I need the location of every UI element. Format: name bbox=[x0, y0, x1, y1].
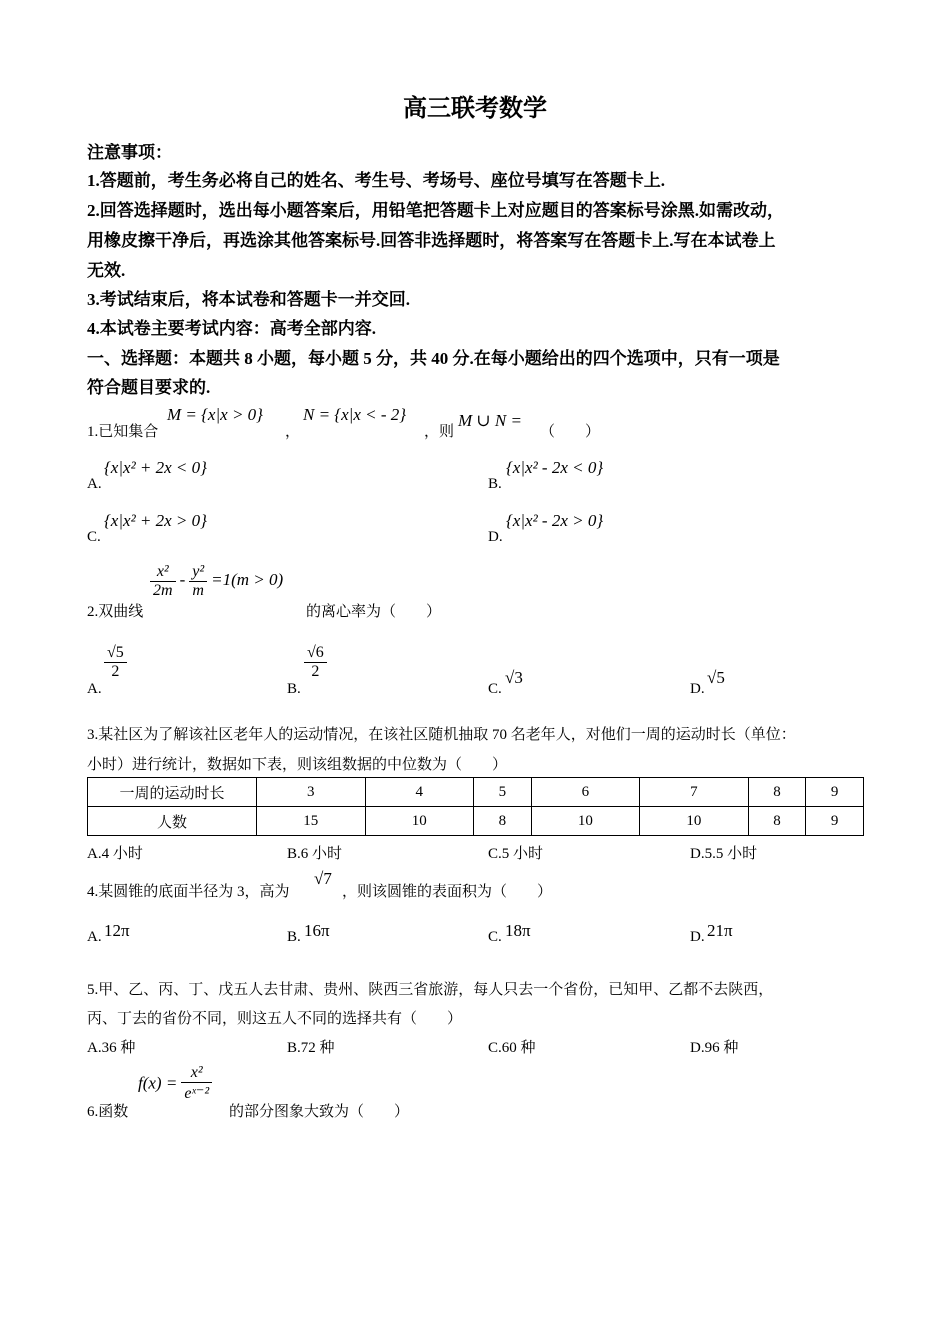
table-cell: 人数 bbox=[88, 807, 257, 836]
q4-option-c: 18π bbox=[505, 921, 531, 940]
q3-line-b: 小时）进行统计，数据如下表，则该组数据的中位数为（ ） bbox=[87, 757, 508, 773]
q1-union: M ∪ N = bbox=[458, 411, 522, 430]
q5-option-c: C.60 种 bbox=[488, 1040, 536, 1056]
table-cell: 5 bbox=[474, 778, 532, 807]
q4-option-c-label: C. bbox=[488, 929, 502, 945]
q2-option-b bbox=[304, 644, 327, 681]
q1-option-c-label: C. bbox=[87, 529, 101, 545]
q4-option-a: 12π bbox=[104, 921, 130, 940]
q3-option-a: A.4 小时 bbox=[87, 846, 143, 862]
q2-hyperbola-equation bbox=[150, 563, 283, 600]
q2-den2: m bbox=[192, 582, 204, 599]
q3-option-d: D.5.5 小时 bbox=[690, 846, 758, 862]
q6-suffix: 的部分图象大致为（ ） bbox=[229, 1104, 410, 1120]
q3-option-b: B.6 小时 bbox=[287, 846, 343, 862]
q1-prefix: 1.已知集合 bbox=[87, 424, 159, 440]
q4-option-d: 21π bbox=[707, 921, 733, 940]
q1-option-b-label: B. bbox=[488, 476, 502, 492]
q1-option-c: {x|x² + 2x > 0} bbox=[104, 511, 207, 530]
table-cell: 8 bbox=[474, 807, 532, 836]
q2-num1: x² bbox=[150, 563, 176, 582]
q2-rhs: =1(m > 0) bbox=[211, 570, 284, 590]
q4-suffix: ，则该圆锥的表面积为（ ） bbox=[342, 884, 553, 900]
notice-line-2a: 2.回答选择题时，选出每小题答案后，用铅笔把答题卡上对应题目的答案标号涂黑.如需改动， bbox=[87, 201, 784, 220]
table-cell: 4 bbox=[365, 778, 474, 807]
q6-prefix: 6.函数 bbox=[87, 1104, 129, 1120]
table-row bbox=[88, 807, 864, 836]
q2-option-c: √3 bbox=[505, 668, 523, 687]
q2-option-a bbox=[104, 644, 127, 681]
q4-root: √7 bbox=[314, 869, 332, 888]
table-cell: 10 bbox=[531, 807, 640, 836]
q3-line-a: 3.某社区为了解该社区老年人的运动情况，在该社区随机抽取 70 名老年人，对他们一周的运动时长（单位： bbox=[87, 727, 796, 743]
q5-option-d: D.96 种 bbox=[690, 1040, 739, 1056]
page-title: 高三联考数学 bbox=[403, 96, 547, 122]
q4-option-b: 16π bbox=[304, 921, 330, 940]
q1-set-m: M = {x|x > 0} bbox=[167, 405, 263, 424]
table-cell: 9 bbox=[806, 778, 864, 807]
notice-line-4: 4.本试卷主要考试内容：高考全部内容. bbox=[87, 319, 376, 338]
q1-option-b: {x|x² - 2x < 0} bbox=[506, 458, 604, 477]
table-cell: 15 bbox=[257, 807, 366, 836]
q1-paren: （ ） bbox=[540, 424, 601, 440]
q2-option-d: √5 bbox=[707, 668, 725, 687]
table-cell: 6 bbox=[531, 778, 640, 807]
q2-option-c-label: C. bbox=[488, 681, 502, 697]
q4-option-a-label: A. bbox=[87, 929, 102, 945]
section-heading-b: 符合题目要求的. bbox=[87, 378, 211, 397]
q2-a-num: √5 bbox=[104, 644, 127, 663]
notice-line-2b: 用橡皮擦干净后，再选涂其他答案标号.回答非选择题时，将答案写在答题卡上.写在本试卷上 bbox=[87, 231, 776, 250]
q5-option-b: B.72 种 bbox=[287, 1040, 335, 1056]
q3-data-table bbox=[87, 777, 864, 836]
notice-heading: 注意事项： bbox=[87, 143, 172, 162]
q3-option-c: C.5 小时 bbox=[488, 846, 544, 862]
q5-option-a: A.36 种 bbox=[87, 1040, 136, 1056]
q2-option-b-label: B. bbox=[287, 681, 301, 697]
q2-b-num: √6 bbox=[304, 644, 327, 663]
q1-option-d: {x|x² - 2x > 0} bbox=[506, 511, 604, 530]
q2-b-den: 2 bbox=[311, 663, 320, 680]
q4-option-d-label: D. bbox=[690, 929, 705, 945]
table-cell: 7 bbox=[640, 778, 749, 807]
q2-option-d-label: D. bbox=[690, 681, 705, 697]
section-heading-a: 一、选择题：本题共 8 小题，每小题 5 分，共 40 分.在每小题给出的四个选项中，只有一项是 bbox=[87, 349, 780, 368]
notice-line-2c: 无效. bbox=[87, 261, 126, 280]
q2-den1: 2m bbox=[153, 582, 173, 599]
table-cell: 10 bbox=[365, 807, 474, 836]
notice-line-1: 1.答题前，考生务必将自己的姓名、考生号、考场号、座位号填写在答题卡上. bbox=[87, 171, 665, 190]
q6-den: eˣ⁻² bbox=[184, 1085, 210, 1102]
q6-num: x² bbox=[181, 1064, 212, 1083]
q4-prefix: 4.某圆锥的底面半径为 3，高为 bbox=[87, 884, 290, 900]
q1-set-n: N = {x|x < - 2} bbox=[303, 405, 407, 424]
q1-then: ，则 bbox=[424, 424, 455, 440]
q1-sep: ， bbox=[285, 424, 301, 440]
q1-option-d-label: D. bbox=[488, 529, 503, 545]
table-cell: 8 bbox=[748, 778, 806, 807]
table-cell: 一周的运动时长 bbox=[88, 778, 257, 807]
notice-line-3: 3.考试结束后，将本试卷和答题卡一并交回. bbox=[87, 290, 410, 309]
q1-option-a: {x|x² + 2x < 0} bbox=[104, 458, 207, 477]
q6-function bbox=[138, 1064, 212, 1103]
q6-lhs: f(x) = bbox=[138, 1073, 178, 1093]
q2-minus: - bbox=[179, 570, 186, 590]
table-cell: 3 bbox=[257, 778, 366, 807]
table-cell: 9 bbox=[806, 807, 864, 836]
q5-line-b: 丙、丁去的省份不同，则这五人不同的选择共有（ ） bbox=[87, 1011, 463, 1027]
q1-option-a-label: A. bbox=[87, 476, 102, 492]
q2-prefix: 2.双曲线 bbox=[87, 604, 144, 620]
q4-option-b-label: B. bbox=[287, 929, 301, 945]
q5-line-a: 5.甲、乙、丙、丁、戊五人去甘肃、贵州、陕西三省旅游，每人只去一个省份，已知甲、乙都不去陕西， bbox=[87, 982, 774, 998]
table-row bbox=[88, 778, 864, 807]
table-cell: 8 bbox=[748, 807, 806, 836]
q2-num2: y² bbox=[189, 563, 207, 582]
q2-suffix: 的离心率为（ ） bbox=[306, 604, 442, 620]
q2-option-a-label: A. bbox=[87, 681, 102, 697]
table-cell: 10 bbox=[640, 807, 749, 836]
q2-a-den: 2 bbox=[111, 663, 120, 680]
